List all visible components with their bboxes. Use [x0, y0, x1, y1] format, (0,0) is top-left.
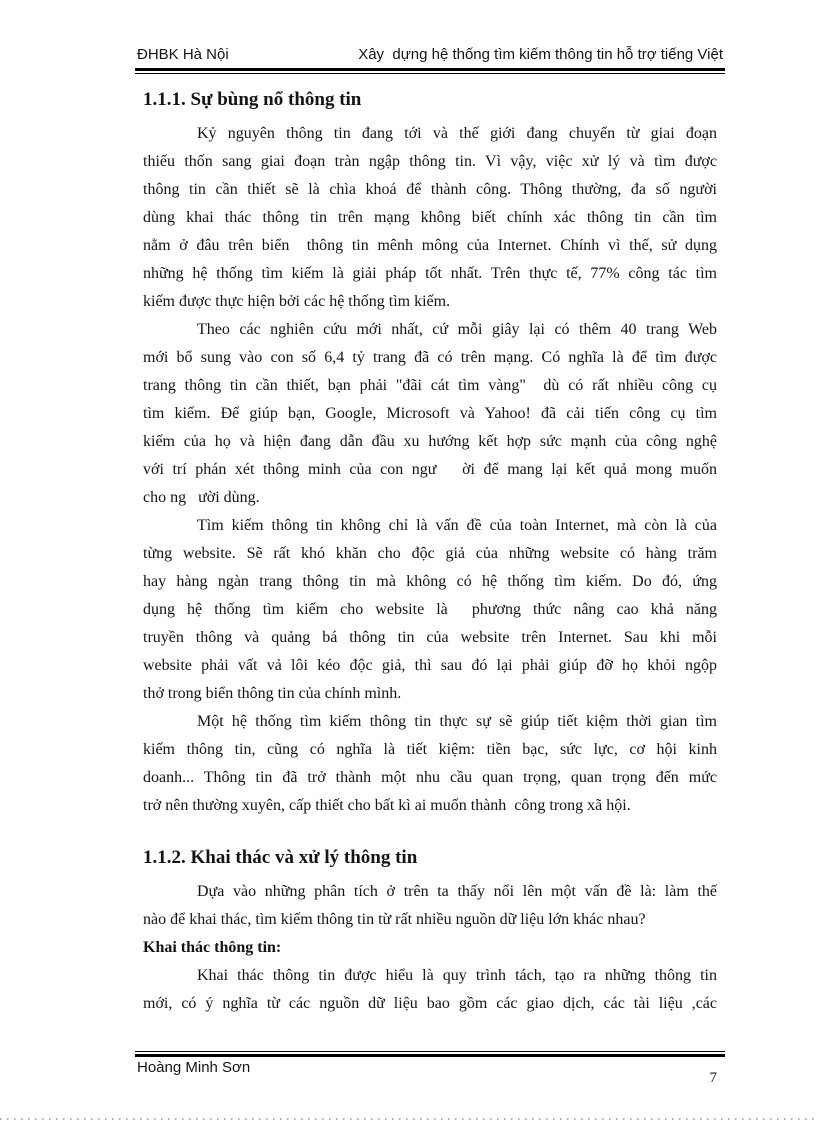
- text-line: trang thông tin cần thiết, bạn phải "đãi cát tìm vàng" dù có rất nhiều công cụ: [143, 377, 717, 394]
- text-line: kiếm của họ và hiện đang dẫn đầu xu hướng kết hợp sức mạnh của công nghệ: [143, 433, 717, 450]
- page-footer: [135, 1051, 725, 1087]
- header-left-text: ĐHBK Hà Nội: [137, 46, 229, 63]
- footer-author: Hoàng Minh Sơn: [137, 1059, 251, 1076]
- text-line: hay hàng ngàn trang thông tin mà không có hệ thống tìm kiếm. Do đó, ứng: [143, 573, 717, 590]
- text-line: Tìm kiếm thông tin không chỉ là vấn đề của toàn Internet, mà còn là của: [197, 517, 717, 534]
- text-line: cho ng ười dùng.: [143, 489, 260, 506]
- text-line: doanh... Thông tin đã trở thành một nhu cầu quan trọng, quan trọng đến mức: [143, 769, 717, 786]
- text-line: Khai thác thông tin được hiểu là quy trình tách, tạo ra những thông tin: [197, 967, 717, 984]
- paragraph: [143, 316, 717, 512]
- text-line: nào để khai thác, tìm kiếm thông tin từ rất nhiều nguồn dữ liệu lớn khác nhau?: [143, 911, 646, 928]
- document-body: [135, 46, 725, 1018]
- paragraph: [143, 512, 717, 708]
- text-line: Theo các nghiên cứu mới nhất, cứ mỗi giây lại có thêm 40 trang Web: [197, 321, 717, 338]
- text-line: Dựa vào những phân tích ở trên ta thấy nổi lên một vấn đề là: làm thế: [197, 883, 717, 900]
- text-line: thông tin cần thiết sẽ là chìa khoá để thành công. Thông thường, đa số người: [143, 181, 717, 198]
- text-line: thở trong biển thông tin của chính mình.: [143, 685, 402, 702]
- text-line: kiếm được thực hiện bởi các hệ thống tìm kiếm.: [143, 293, 451, 310]
- paragraph: [143, 878, 717, 934]
- section-heading: 1.1.2. Khai thác và xử lý thông tin: [143, 847, 418, 868]
- text-line: dùng khai thác thông tin trên mạng không biết chính xác thông tin cần tìm: [143, 209, 717, 226]
- footer-row: [135, 1057, 725, 1087]
- text-line: tìm kiếm. Để giúp bạn, Google, Microsoft và Yahoo! đã cải tiến công cụ tìm: [143, 405, 717, 422]
- text-line: với trí phán xét thông minh của con ngư ời để mang lại kết quả mong muốn: [143, 461, 717, 478]
- text-line: nằm ở đâu trên biển thông tin mênh mông của Internet. Chính vì thế, sử dụng: [143, 237, 717, 254]
- paragraph: [143, 962, 717, 1018]
- text-line: những hệ thống tìm kiếm là giải pháp tốt nhất. Trên thực tế, 77% công tác tìm: [143, 265, 717, 282]
- text-line: website phải vất vả lôi kéo độc giả, thì sau đó lại phải giúp đỡ họ khỏi ngộp: [143, 657, 717, 674]
- text-line: dụng hệ thống tìm kiếm cho website là phương thức nâng cao khả năng: [143, 601, 717, 618]
- header-rule: [135, 68, 725, 74]
- text-line: từng website. Sẽ rất khó khăn cho độc giả của những website có hàng trăm: [143, 545, 717, 562]
- text-line: kiếm thông tin, cũng có nghĩa là tiết kiệm: tiền bạc, sức lực, cơ hội kinh: [143, 741, 717, 758]
- text-line: trở nên thường xuyên, cấp thiết cho bất kì ai muốn thành công trong xã hội.: [143, 797, 631, 814]
- header-right-text: Xây dựng hệ thống tìm kiếm thông tin hỗ trợ tiếng Việt: [358, 46, 723, 63]
- text-line: Kỷ nguyên thông tin đang tới và thế giới đang chuyển từ giai đoạn: [197, 125, 717, 142]
- text-line: truyền thông và quảng bá thông tin của website trên Internet. Sau khi mỗi: [143, 629, 717, 646]
- page-number: 7: [709, 1070, 717, 1086]
- paragraph: [143, 708, 717, 820]
- section-heading: 1.1.1. Sự bùng nổ thông tin: [143, 89, 362, 110]
- text-line: thiếu thốn sang giai đoạn tràn ngập thông tin. Vì vậy, việc xử lý và tìm được: [143, 153, 717, 170]
- page-header: [135, 46, 725, 68]
- page-break-dotted-line: [0, 1118, 816, 1120]
- document-content: [135, 89, 725, 1018]
- text-line: mới bổ sung vào con số 6,4 tỷ trang đã có trên mạng. Có nghĩa là để tìm được: [143, 349, 717, 366]
- text-line: mới, có ý nghĩa từ các nguồn dữ liệu bao gồm các giao dịch, các tài liệu ,các: [143, 995, 717, 1012]
- text-line: Một hệ thống tìm kiếm thông tin thực sự sẽ giúp tiết kiệm thời gian tìm: [197, 713, 717, 730]
- paragraph: [143, 120, 717, 316]
- bold-run-in-heading: Khai thác thông tin:: [143, 939, 282, 956]
